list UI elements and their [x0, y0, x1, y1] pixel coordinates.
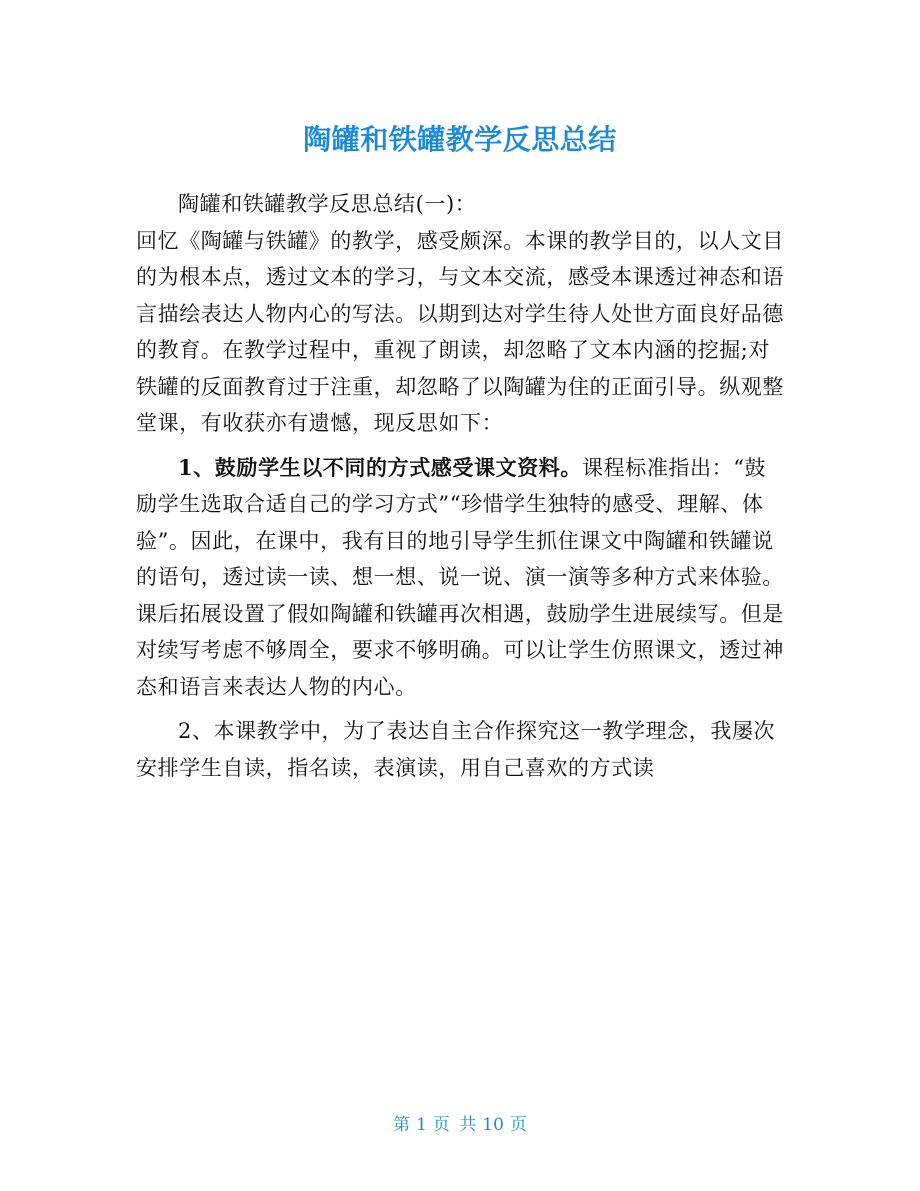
- footer-total-pages: 10: [482, 1115, 504, 1135]
- paragraph-intro: 回忆《陶罐与铁罐》的教学，感受颇深。本课的教学目的，以人文目的为根本点，透过文本的学习，与文本交流，感受本课透过神态和语言描绘表达人物内心的写法。以期到达对学生待人处世方面良好品德的教育。在教学过程中，重视了朗读，却忽略了文本内涵的挖掘;对铁罐的反面教育过于注重，却忽略了以陶罐为住的正面引导。纵观整堂课，有收获亦有遗憾，现反思如下：: [136, 228, 784, 435]
- document-body: [136, 186, 786, 786]
- footer-prefix: 第: [393, 1115, 411, 1135]
- paragraph-point-1: [136, 450, 786, 706]
- document-title: 陶罐和铁罐教学反思总结: [303, 123, 617, 156]
- point-1-bold-lead: 1、鼓励学生以不同的方式感受课文资料。: [178, 454, 583, 480]
- section-heading: 陶罐和铁罐教学反思总结(一)：: [178, 192, 477, 216]
- footer-suffix: 页: [509, 1115, 527, 1135]
- footer-middle: 页 共: [432, 1115, 477, 1135]
- page-footer: [0, 1110, 920, 1135]
- point-1-text: 课程标准指出：“鼓励学生选取合适自己的学习方式”“珍惜学生独特的感受、理解、体验”。因此，在课中，我有目的地引导学生抓住课文中陶罐和铁罐说的语句，透过读一读、想一想、说一说、演一演等多种方式来体验。课后拓展设置了假如陶罐和铁罐再次相遇，鼓励学生进展续写。但是对续写考虑不够周全，要求不够明确。可以让学生仿照课文，透过神态和语言来表达人物的内心。: [136, 455, 784, 699]
- footer-current-page: 1: [416, 1115, 427, 1135]
- paragraph-point-2: 2、本课教学中，为了表达自主合作探究这一教学理念，我屡次安排学生自读，指名读，表演读，用自己喜欢的方式读: [136, 719, 776, 780]
